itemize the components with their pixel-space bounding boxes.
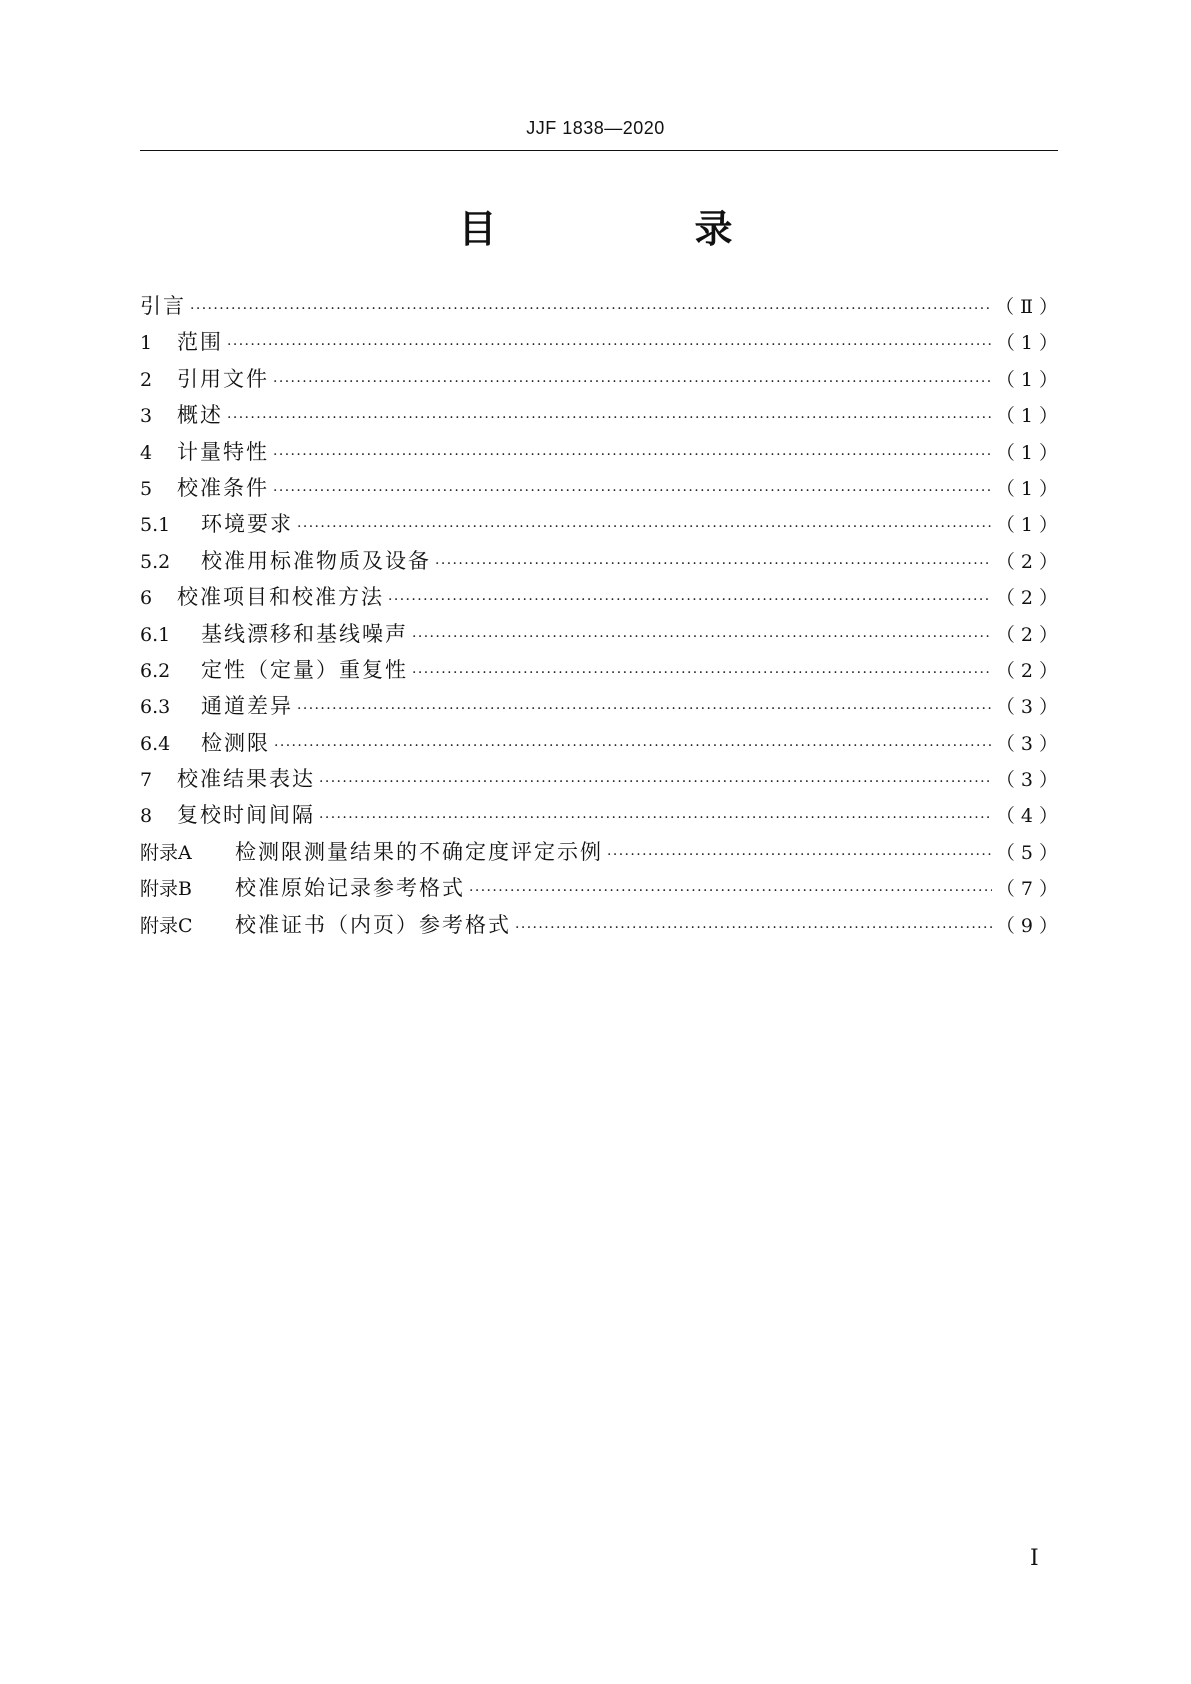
toc-leader-dots [273, 437, 992, 473]
toc-entry-title: 引言 [140, 294, 186, 318]
toc-entry-page: （1） [995, 332, 1064, 355]
toc-leader-dots [412, 619, 992, 655]
toc-entry-1[interactable] [140, 324, 1064, 360]
toc-leader-dots [227, 400, 992, 436]
toc-entry-number: 6.4 [140, 732, 171, 755]
toc-entry-5[interactable] [140, 470, 1064, 506]
toc-entry-8[interactable] [140, 797, 1064, 833]
toc-leader-dots [515, 910, 992, 946]
toc-entry-6[interactable] [140, 579, 1064, 615]
table-of-contents [140, 288, 1064, 943]
toc-entry-title: 计量特性 [177, 439, 269, 464]
toc-entry-page: （9） [995, 914, 1064, 937]
toc-leader-dots [273, 364, 992, 400]
toc-entry-appendix-b[interactable] [140, 870, 1064, 906]
toc-entry-3[interactable] [140, 397, 1064, 433]
toc-leader-dots [412, 655, 992, 691]
toc-entry-page: （3） [995, 769, 1064, 792]
toc-entry-title: 检测限测量结果的不确定度评定示例 [235, 839, 603, 864]
toc-entry-number: 6.2 [140, 659, 171, 682]
toc-entry-number: 3 [140, 405, 153, 428]
toc-entry-title: 校准证书（内页）参考格式 [235, 912, 511, 937]
toc-entry-title: 环境要求 [201, 512, 293, 537]
toc-entry-6-2[interactable] [140, 652, 1064, 688]
toc-entry-number: 5.2 [140, 550, 171, 573]
toc-leader-dots [190, 291, 991, 327]
toc-entry-intro[interactable] [140, 288, 1064, 324]
toc-entry-number: 5.1 [140, 514, 171, 537]
toc-entry-6-1[interactable] [140, 616, 1064, 652]
toc-leader-dots [469, 873, 992, 909]
toc-entry-number: 8 [140, 805, 153, 828]
toc-entry-appendix-c[interactable] [140, 907, 1064, 943]
toc-entry-page: （2） [995, 587, 1064, 610]
toc-entry-number: 7 [140, 769, 153, 792]
toc-entry-number: 6.3 [140, 696, 171, 719]
toc-entry-4[interactable] [140, 434, 1064, 470]
toc-entry-page: （5） [995, 841, 1064, 864]
toc-leader-dots [319, 800, 992, 836]
toc-entry-page: （1） [995, 368, 1064, 391]
toc-entry-5-2[interactable] [140, 543, 1064, 579]
toc-entry-title: 校准结果表达 [177, 767, 315, 792]
toc-entry-7[interactable] [140, 761, 1064, 797]
toc-entry-title: 复校时间间隔 [177, 803, 315, 828]
toc-entry-number: 1 [140, 332, 153, 355]
header-rule [140, 150, 1058, 151]
page-number: I [1030, 1546, 1039, 1571]
toc-entry-number: 4 [140, 441, 153, 464]
toc-entry-title: 检测限 [201, 730, 270, 755]
toc-entry-number: 6 [140, 587, 153, 610]
toc-entry-6-3[interactable] [140, 688, 1064, 724]
toc-entry-page: （3） [995, 696, 1064, 719]
toc-entry-title: 校准用标准物质及设备 [201, 548, 431, 573]
toc-leader-dots [388, 582, 992, 618]
toc-entry-page: （3） [995, 732, 1064, 755]
toc-entry-appendix-a[interactable] [140, 834, 1064, 870]
toc-entry-number: 附录C [140, 914, 193, 937]
toc-entry-page: （7） [995, 878, 1064, 901]
toc-entry-5-1[interactable] [140, 506, 1064, 542]
toc-entry-title: 定性（定量）重复性 [201, 657, 408, 682]
toc-entry-number: 5 [140, 477, 153, 500]
toc-entry-page: （1） [995, 405, 1064, 428]
toc-entry-page: （2） [995, 550, 1064, 573]
toc-entry-page: （2） [995, 659, 1064, 682]
toc-entry-2[interactable] [140, 361, 1064, 397]
toc-title: 目 录 [458, 207, 813, 251]
toc-leader-dots [227, 327, 992, 363]
toc-entry-title: 通道差异 [201, 694, 293, 719]
toc-leader-dots [319, 764, 992, 800]
toc-entry-page: （2） [995, 623, 1064, 646]
toc-entry-page: （1） [995, 477, 1064, 500]
toc-entry-6-4[interactable] [140, 725, 1064, 761]
toc-entry-page: （1） [995, 514, 1064, 537]
toc-leader-dots [273, 473, 992, 509]
toc-entry-title: 校准条件 [177, 475, 269, 500]
standard-code: JJF 1838—2020 [526, 118, 665, 138]
toc-leader-dots [297, 509, 992, 545]
toc-entry-title: 概述 [177, 403, 223, 428]
toc-entry-title: 校准原始记录参考格式 [235, 876, 465, 901]
toc-leader-dots [435, 546, 992, 582]
toc-leader-dots [297, 691, 992, 727]
toc-entry-number: 附录B [140, 878, 192, 901]
toc-entry-page: （1） [995, 441, 1064, 464]
toc-entry-number: 2 [140, 368, 153, 391]
toc-entry-title: 基线漂移和基线噪声 [201, 621, 408, 646]
toc-leader-dots [274, 728, 992, 764]
toc-entry-page: （Ⅱ） [995, 296, 1064, 318]
toc-entry-title: 引用文件 [177, 366, 269, 391]
toc-entry-number: 6.1 [140, 623, 171, 646]
toc-leader-dots [607, 837, 992, 873]
toc-entry-title: 范围 [177, 330, 223, 355]
toc-entry-page: （4） [995, 805, 1064, 828]
toc-entry-title: 校准项目和校准方法 [177, 585, 384, 610]
toc-entry-number: 附录A [140, 841, 192, 864]
